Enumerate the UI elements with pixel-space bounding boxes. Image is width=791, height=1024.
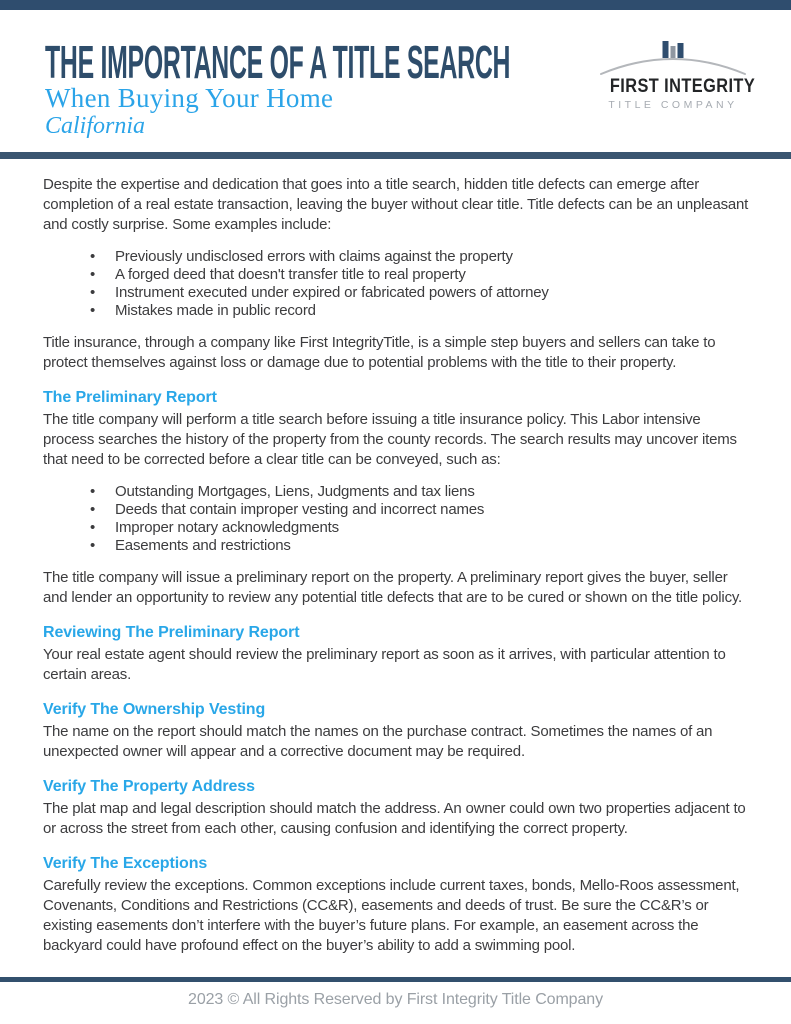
buildings-icon — [663, 41, 684, 58]
buildings-arc-icon — [598, 40, 748, 76]
page-region: California — [45, 113, 146, 139]
company-logo — [598, 40, 756, 112]
top-accent-bar — [0, 0, 791, 10]
section-heading-exceptions: Verify The Exceptions — [43, 855, 208, 872]
list-item: • Improper notary acknowledgments — [90, 519, 751, 537]
document-body — [43, 175, 751, 969]
header-divider — [0, 152, 791, 159]
intro-paragraph: Despite the expertise and dedication that goes into a title search, hidden title defects can emerge after completion of a real estate transaction, leaving the buyer without clear title. Title defects can be an unpleasant and costly surprise. Some examples include: — [43, 176, 749, 233]
preliminary-report-issue-paragraph: The title company will issue a preliminary report on the property. A preliminary report gives the buyer, seller and lender an opportunity to review any potential title defects that are to be cured or shown on the title policy. — [43, 569, 743, 606]
list-item: • Instrument executed under expired or fabricated powers of attorney — [90, 284, 751, 302]
footer — [0, 977, 791, 1009]
logo-company-name: FIRST INTEGRITY — [609, 76, 756, 97]
list-item: • Deeds that contain improper vesting and incorrect names — [90, 501, 751, 519]
copyright-text: 2023 © All Rights Reserved by First Integrity Title Company — [188, 991, 603, 1008]
list-item: • A forged deed that doesn't transfer title to real property — [90, 266, 751, 284]
building-right — [678, 43, 684, 58]
list-item: • Previously undisclosed errors with claims against the property — [90, 248, 751, 266]
building-middle — [671, 46, 676, 58]
page-subtitle: When Buying Your Home — [45, 83, 334, 113]
list-item: • Easements and restrictions — [90, 537, 751, 555]
list-item: • Mistakes made in public record — [90, 302, 751, 320]
building-left — [663, 41, 669, 58]
reviewing-report-paragraph: Your real estate agent should review the preliminary report as soon as it arrives, with particular attention to certain areas. — [43, 646, 726, 683]
preliminary-report-paragraph: The title company will perform a title search before issuing a title insurance policy. This Labor intensive process searches the history of the property from the county records. The search results may uncover items that need to be corrected before a clear title can be conveyed, such as: — [43, 411, 737, 468]
property-address-paragraph: The plat map and legal description should match the address. An owner could own two properties adjacent to or across the street from each other, causing confusion and identifying the correct property. — [43, 800, 746, 837]
section-heading-preliminary-report: The Preliminary Report — [43, 389, 217, 406]
footer-divider — [0, 977, 791, 982]
page-title: THE IMPORTANCE OF A TITLE SEARCH — [45, 36, 511, 88]
search-results-list — [90, 483, 751, 555]
title-insurance-paragraph: Title insurance, through a company like First IntegrityTitle, is a simple step buyers and sellers can take to protect themselves against loss or damage due to potential problems with the title to their property. — [43, 334, 716, 371]
list-item: • Outstanding Mortgages, Liens, Judgments and tax liens — [90, 483, 751, 501]
section-heading-ownership-vesting: Verify The Ownership Vesting — [43, 701, 266, 718]
section-heading-reviewing-report: Reviewing The Preliminary Report — [43, 624, 300, 641]
section-heading-property-address: Verify The Property Address — [43, 778, 255, 795]
logo-tagline: TITLE COMPANY — [608, 99, 738, 111]
exceptions-paragraph: Carefully review the exceptions. Common exceptions include current taxes, bonds, Mello-Roos assessment, Covenants, Conditions and Restrictions (CC&R), easements and deeds of trust. Be sure the CC&R’s or existing easements don’t interfere with the buyer’s future plans. For example, an easement across the backyard could have profound effect on the buyer’s ability to add a swimming pool. — [43, 877, 740, 954]
title-defect-examples-list — [90, 248, 751, 320]
ownership-vesting-paragraph: The name on the report should match the names on the purchase contract. Sometimes the names of an unexpected owner will appear and a corrective document may be required. — [43, 723, 713, 760]
